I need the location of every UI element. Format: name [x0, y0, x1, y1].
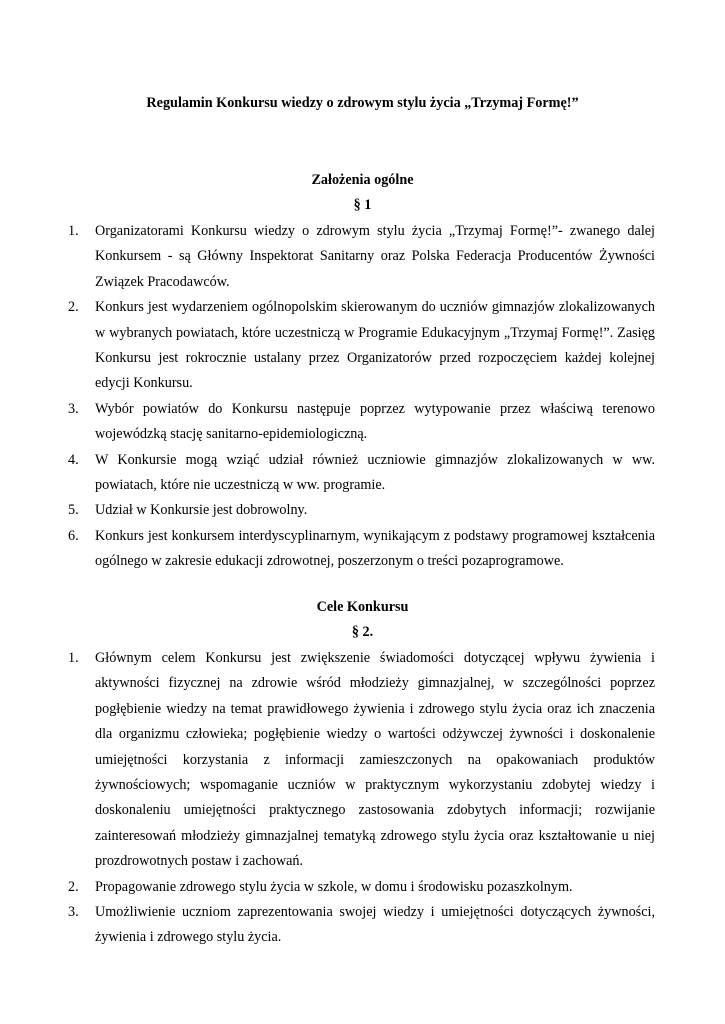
list-item-text: Konkurs jest konkursem interdyscyplinarnym, wynikającym z podstawy programowej kształcenia ogólnego w zakresie edukacji zdrowotnej, poszerzonym o treści pozaprogramowe. [95, 527, 655, 570]
list-item-number: 5. [68, 502, 79, 519]
list-item [0, 448, 655, 499]
list-item-number: 2. [68, 878, 79, 895]
list-item [0, 219, 655, 295]
contest-goals-list [0, 646, 655, 951]
list-item-text: Głównym celem Konkursu jest zwiększenie świadomości dotyczącej wpływu żywienia i aktywności fizycznej na zdrowie wśród młodzieży gimnazjalnej, w szczególności poprzez pogłębienie wiedzy na temat prawidłowego żywienia i zdrowego stylu życia oraz ich znaczenia dla organizmu człowieka; pogłębienie wiedzy o wartości odżywczej żywności i doskonalenie umiejętności korzystania z informacji zamieszczonych na opakowaniach produktów żywnościowych; wspomaganie uczniów w praktycznym wykorzystaniu zdobytej wiedzy i doskonaleniu umiejętności praktycznego zastosowania zdobytych informacji; rozwijanie zainteresowań młodzieży gimnazjalnej tematyką zdrowego stylu życia oraz kształtowanie u niej prozdrowotnych postaw i zachowań. [95, 650, 655, 870]
list-item [0, 524, 655, 575]
list-item-number: 3. [68, 400, 79, 417]
list-item-text: Udział w Konkursie jest dobrowolny. [95, 502, 308, 519]
list-item-number: 4. [68, 451, 79, 468]
list-item [0, 900, 655, 951]
list-item [0, 498, 655, 523]
list-item-text: Konkurs jest wydarzeniem ogólnopolskim skierowanym do uczniów gimnazjów zlokalizowanych w wybranych powiatach, które uczestniczą w Programie Edukacyjnym „Trzymaj Formę!”. Zasięg Konkursu jest rokrocznie ustalany przez Organizatorów przed rozpoczęciem każdej kolejnej edycji Konkursu. [95, 299, 655, 392]
list-item-number: 1. [68, 223, 79, 239]
section-heading-goals: Cele Konkursu [316, 599, 409, 615]
list-item-text: Propagowanie zdrowego stylu życia w szkole, w domu i środowisku pozaszkolnym. [95, 878, 573, 895]
list-item-number: 1. [68, 650, 79, 666]
section-paragraph-mark-2: § 2. [351, 624, 374, 640]
section-paragraph-mark-1: § 1 [353, 197, 372, 213]
list-item-number: 3. [68, 904, 79, 921]
list-item [0, 295, 655, 397]
list-item-text: W Konkursie mogą wziąć udział również uczniowie gimnazjów zlokalizowanych w ww. powiatach, które nie uczestniczą w ww. programie. [95, 451, 655, 494]
document-title: Regulamin Konkursu wiedzy o zdrowym stylu życia „Trzymaj Formę!” [146, 95, 579, 111]
list-item-text: Umożliwienie uczniom zaprezentowania swojej wiedzy i umiejętności dotyczących żywności, żywienia i zdrowego stylu życia. [95, 904, 655, 946]
section-heading-general: Założenia ogólne [311, 172, 414, 188]
list-item [0, 397, 655, 448]
list-item-text: Wybór powiatów do Konkursu następuje poprzez wytypowanie przez właściwą terenowo wojewódzką stację sanitarno-epidemiologiczną. [95, 400, 655, 443]
list-item-number: 6. [68, 527, 79, 544]
list-item [0, 646, 655, 875]
general-provisions-list [0, 219, 655, 575]
list-item-text: Organizatorami Konkursu wiedzy o zdrowym stylu życia „Trzymaj Formę!”- zwanego dalej Konkursem - są Główny Inspektorat Sanitarny oraz Polska Federacja Producentów Żywności Związek Pracodawców. [95, 223, 655, 290]
list-item-number: 2. [68, 299, 79, 316]
list-item [0, 875, 655, 900]
